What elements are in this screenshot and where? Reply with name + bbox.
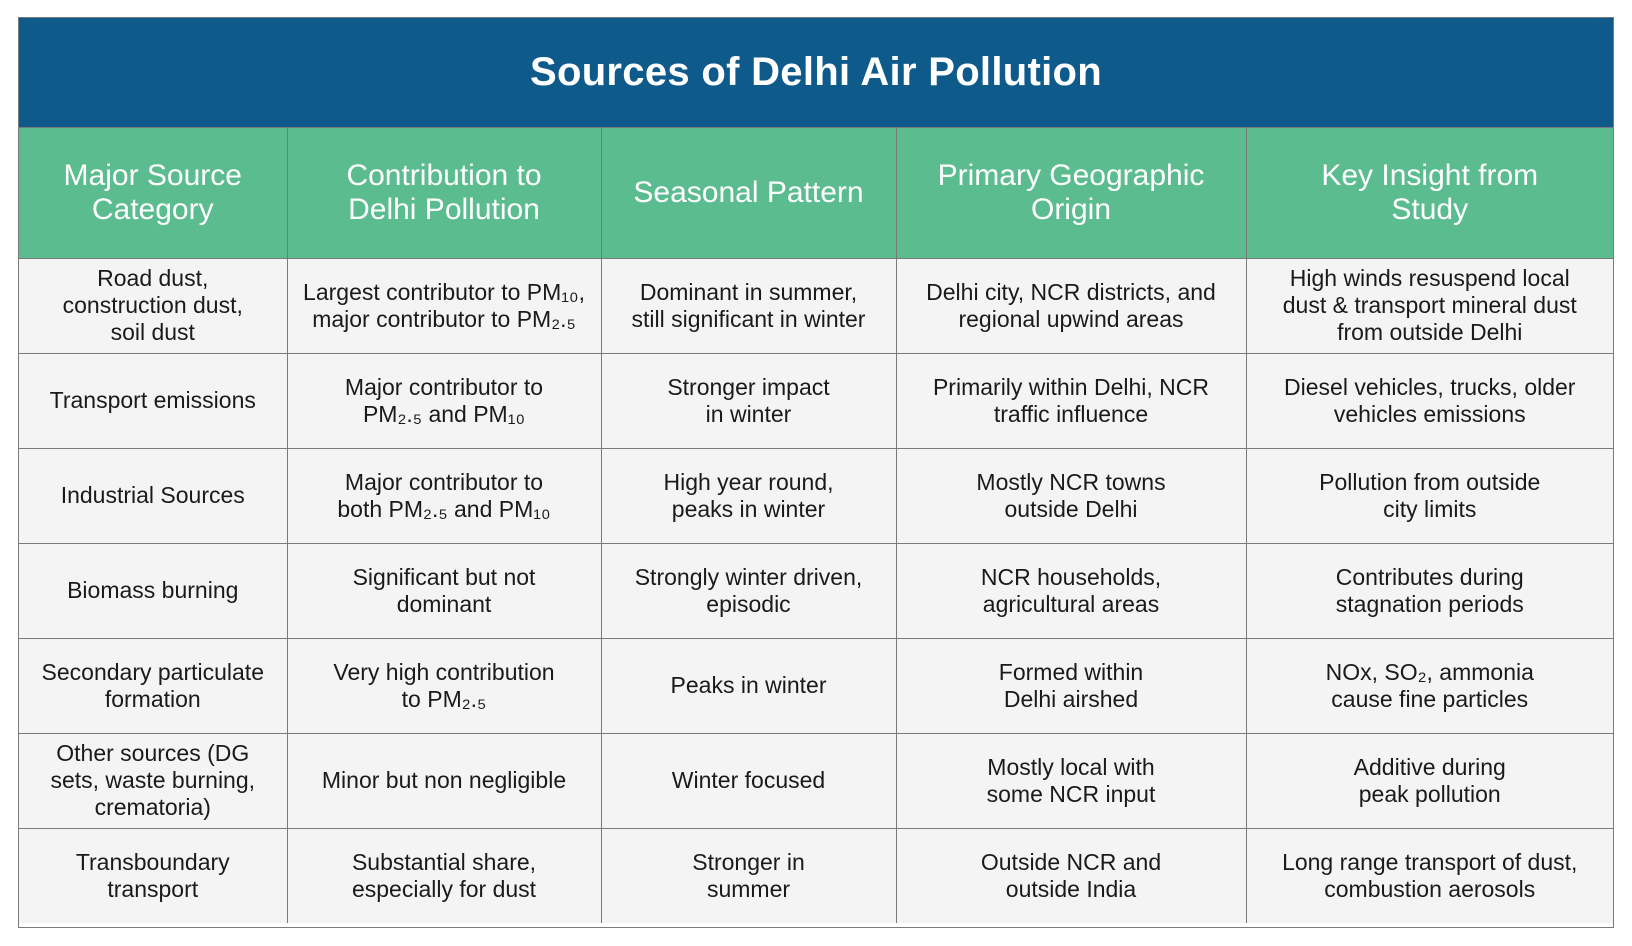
cell-line: Long range transport of dust, [1282,848,1578,875]
cell-line: Transboundary [75,848,230,875]
header-major-source-category [19,128,287,258]
cell-key-insight [1246,448,1613,543]
cell-line: Major contributor to [344,468,544,495]
cell-line: PM₂.₅ and PM₁₀ [362,400,526,427]
cell-line: vehicles emissions [1333,400,1526,427]
cell-key-insight [1246,733,1613,828]
cell-line: peaks in winter [671,495,826,522]
table-body [19,258,1613,923]
cell-source-category [19,448,287,543]
cell-source-category [19,543,287,638]
cell-line: Seasonal Pattern [633,175,864,209]
cell-line: Origin [1030,192,1112,226]
cell-line: NOx, SO₂, ammonia [1325,658,1534,685]
table-row [19,543,1613,638]
cell-seasonal-pattern [601,448,896,543]
cell-line: Study [1391,192,1469,226]
cell-line: Secondary particulate [41,658,264,685]
cell-source-category [19,258,287,353]
cell-seasonal-pattern [601,828,896,923]
cell-line: episodic [706,590,791,617]
cell-line: Substantial share, [351,848,537,875]
cell-seasonal-pattern [601,543,896,638]
cell-contribution [287,543,601,638]
cell-line: soil dust [110,319,195,345]
table-row [19,448,1613,543]
cell-line: stagnation periods [1335,590,1524,617]
table-row [19,733,1613,828]
cell-line: Contributes during [1335,563,1524,590]
cell-line: Delhi city, NCR districts, and [926,278,1216,305]
cell-line: outside India [1005,875,1137,902]
header-contribution [287,128,601,258]
cell-line: Primarily within Delhi, NCR [932,373,1210,400]
cell-source-category [19,353,287,448]
cell-seasonal-pattern [601,733,896,828]
cell-line: Major Source [63,158,242,192]
cell-line: sets, waste burning, [50,767,256,793]
cell-line: Other sources (DG [56,740,250,766]
header-seasonal-pattern [601,128,896,258]
cell-line: Additive during [1353,753,1506,780]
cell-geographic-origin [896,828,1246,923]
cell-line: summer [706,875,791,902]
cell-line: dust & transport mineral dust [1282,292,1577,318]
cell-line: some NCR input [986,780,1156,807]
cell-line: Biomass burning [67,577,239,603]
cell-key-insight [1246,258,1613,353]
header-key-insight [1246,128,1613,258]
cell-line: Largest contributor to PM₁₀, [303,278,585,305]
cell-line: Peaks in winter [670,672,827,698]
cell-geographic-origin [896,733,1246,828]
cell-line: Minor but non negligible [321,767,567,793]
cell-seasonal-pattern [601,638,896,733]
cell-contribution [287,353,601,448]
cell-line: peak pollution [1358,780,1501,807]
cell-line: Stronger in [692,848,805,875]
cell-line: High year round, [663,468,834,495]
cell-contribution [287,448,601,543]
cell-source-category [19,733,287,828]
cell-line: transport [107,875,199,902]
cell-line: still significant in winter [631,305,866,332]
header-row [19,128,1613,258]
cell-line: dominant [396,590,492,617]
cell-key-insight [1246,828,1613,923]
table-row [19,828,1613,923]
cell-geographic-origin [896,258,1246,353]
cell-line: Contribution to [346,158,542,192]
cell-line: outside Delhi [1004,495,1138,522]
cell-line: Formed within [998,658,1144,685]
cell-line: Winter focused [671,767,826,793]
cell-key-insight [1246,543,1613,638]
cell-line: city limits [1383,495,1477,522]
cell-line: Delhi airshed [1003,685,1139,712]
cell-line: especially for dust [351,875,537,902]
cell-line: Stronger impact [667,373,830,400]
cell-line: Very high contribution [333,658,555,685]
cell-line: Category [91,192,214,226]
cell-line: both PM₂.₅ and PM₁₀ [337,495,551,522]
cell-line: combustion aerosols [1324,875,1536,902]
cell-line: Industrial Sources [60,482,245,508]
cell-source-category [19,828,287,923]
cell-line: in winter [705,400,792,427]
cell-line: Major contributor to [344,373,544,400]
cell-line: from outside Delhi [1337,319,1523,345]
cell-contribution [287,638,601,733]
cell-source-category [19,638,287,733]
sources-grid [19,128,1613,923]
cell-seasonal-pattern [601,258,896,353]
cell-line: High winds resuspend local [1289,265,1570,291]
cell-line: Delhi Pollution [348,192,540,226]
cell-line: cause fine particles [1331,685,1529,712]
cell-contribution [287,733,601,828]
cell-geographic-origin [896,543,1246,638]
cell-geographic-origin [896,638,1246,733]
cell-contribution [287,828,601,923]
pollution-sources-table [18,17,1614,928]
cell-line: to PM₂.₅ [401,685,487,712]
cell-geographic-origin [896,448,1246,543]
cell-contribution [287,258,601,353]
cell-line: Primary Geographic [937,158,1205,192]
cell-line: Diesel vehicles, trucks, older [1284,373,1576,400]
cell-line: Dominant in summer, [639,278,858,305]
header-geographic-origin [896,128,1246,258]
table-title: Sources of Delhi Air Pollution [19,18,1613,128]
cell-key-insight [1246,638,1613,733]
table-row [19,353,1613,448]
cell-seasonal-pattern [601,353,896,448]
cell-line: Transport emissions [49,387,256,413]
cell-key-insight [1246,353,1613,448]
cell-line: Key Insight from [1321,158,1539,192]
cell-line: construction dust, [62,292,243,318]
cell-line: Mostly local with [987,753,1155,780]
table-row [19,258,1613,353]
cell-line: traffic influence [993,400,1149,427]
cell-line: Mostly NCR towns [976,468,1166,495]
cell-line: Road dust, [97,265,209,291]
table-row [19,638,1613,733]
cell-line: formation [104,685,201,712]
cell-line: Outside NCR and [980,848,1162,875]
cell-line: Significant but not [352,563,536,590]
cell-line: crematoria) [94,794,211,820]
cell-line: major contributor to PM₂.₅ [312,305,576,332]
cell-line: regional upwind areas [958,305,1184,332]
cell-line: Strongly winter driven, [634,563,863,590]
cell-line: Pollution from outside [1319,468,1541,495]
cell-line: agricultural areas [982,590,1160,617]
cell-line: NCR households, [980,563,1162,590]
cell-geographic-origin [896,353,1246,448]
